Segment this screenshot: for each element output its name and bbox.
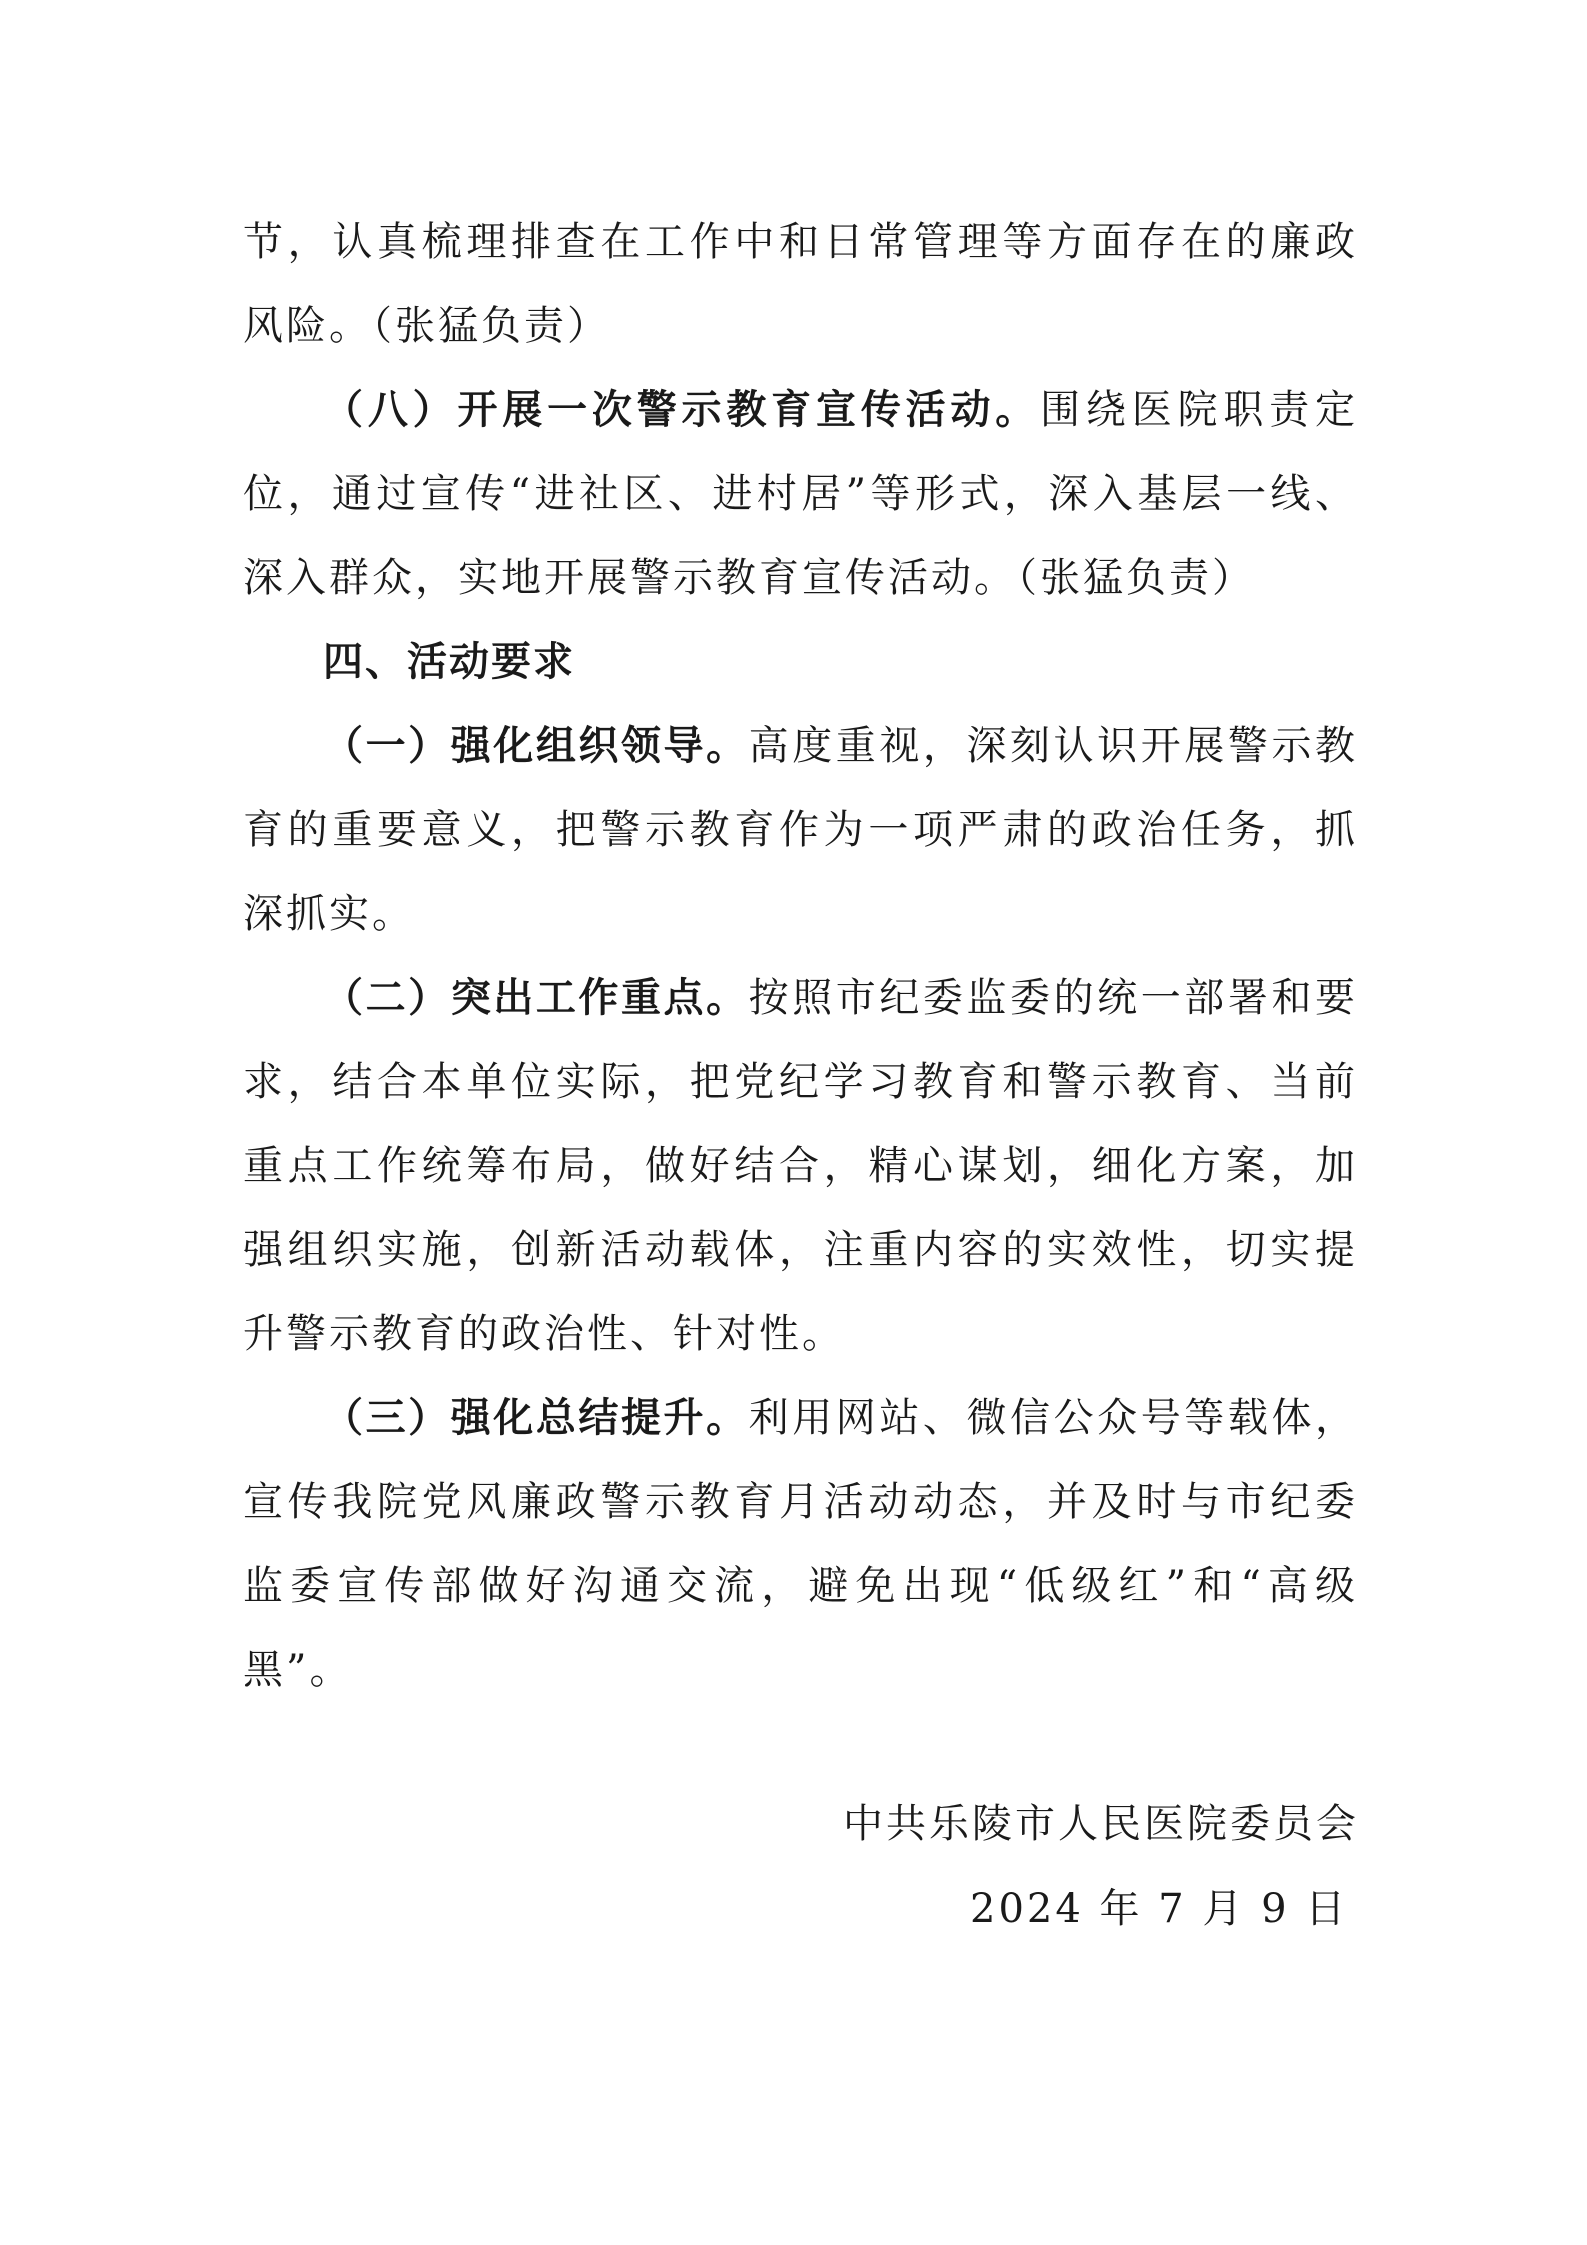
paragraph-requirement-2 [243, 956, 1358, 1376]
section-4-heading: 四、活动要求 [323, 639, 575, 685]
paragraph-requirement-3 [243, 1376, 1358, 1712]
requirement-1-title: （一）强化组织领导。 [323, 723, 749, 769]
item-8-body: 围绕医院职责定位，通过宣传“进社区、进村居”等形式，深入基层一线、深入群众，实地开展警示教育宣传活动。（张猛负责） [243, 387, 1359, 601]
document-body [243, 200, 1358, 1712]
paragraph-item-8 [243, 368, 1358, 620]
signature-organization: 中共乐陵市人民医院委员会 [843, 1801, 1359, 1847]
paragraph-continuation: 节，认真梳理排查在工作中和日常管理等方面存在的廉政风险。（张猛负责） [243, 219, 1358, 349]
requirement-3-body: 利用网站、微信公众号等载体，宣传我院党风廉政警示教育月活动动态，并及时与市纪委监委宣传部做好沟通交流，避免出现“低级红”和“高级黑”。 [243, 1395, 1359, 1693]
requirement-3-title: （三）强化总结提升。 [323, 1395, 749, 1441]
paragraph-requirement-1 [243, 704, 1358, 956]
item-8-title: （八）开展一次警示教育宣传活动。 [323, 387, 1041, 433]
requirement-1-body: 高度重视，深刻认识开展警示教育的重要意义，把警示教育作为一项严肃的政治任务，抓深抓实。 [243, 723, 1359, 937]
requirement-2-body: 按照市纪委监委的统一部署和要求，结合本单位实际，把党纪学习教育和警示教育、当前重点工作统筹布局，做好结合，精心谋划，细化方案，加强组织实施，创新活动载体，注重内容的实效性，切实提升警示教育的政治性、针对性。 [243, 975, 1359, 1357]
requirement-2-title: （二）突出工作重点。 [323, 975, 749, 1021]
signature-date: 2024 年 7 月 9 日 [970, 1886, 1349, 1932]
